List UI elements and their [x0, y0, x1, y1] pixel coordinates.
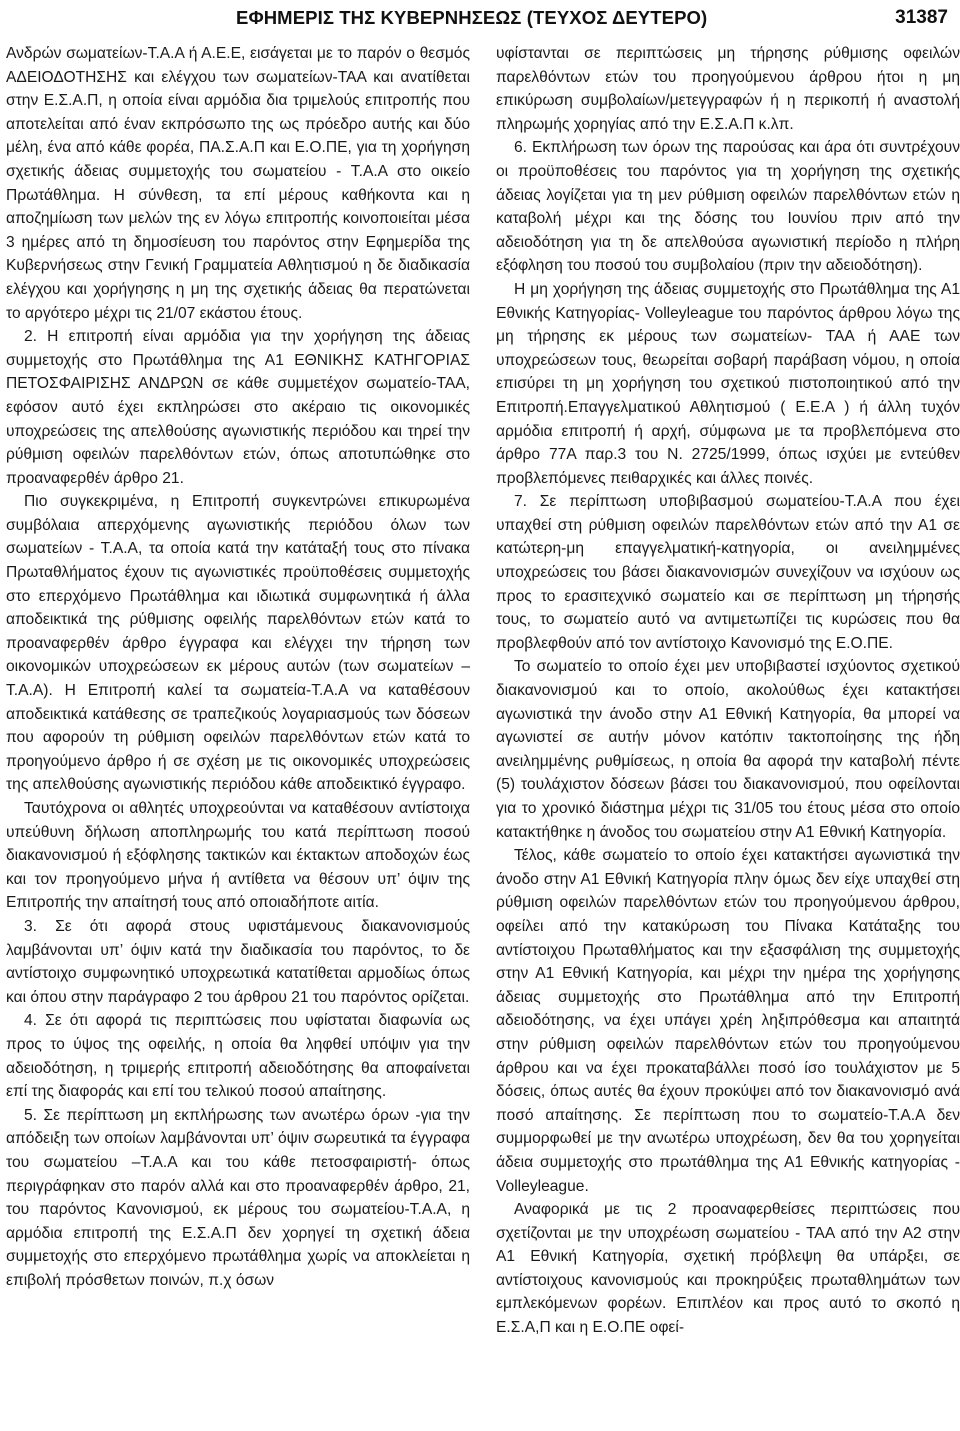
paragraph: Αναφορικά με τις 2 προαναφερθείσες περιπτώσεις που σχετίζονται με την υποχρέωση σωματείου - ΤΑΑ από την Α2 στην Α1 Εθνική Κατηγορία, σχετική πρόβλεψη θα υπάρξει, σε αντίστοιχους κανονισμούς και προκηρύξεις πρωταθλημάτων των εμπλεκόμενων φορέων. Επιπλέον και προς αυτό το σκοπό η Ε.Σ.Α,Π και η Ε.Ο.ΠΕ οφεί- — [496, 1201, 960, 1337]
page-number: 31387 — [895, 7, 948, 28]
page-header — [236, 4, 952, 32]
paragraph: Ταυτόχρονα οι αθλητές υποχρεούνται να καταθέσουν αντίστοιχα υπεύθυνη δήλωση αποπληρωμής του κατά περίπτωση ποσού διακανονισμού ή εξόφλησης τακτικών και έκτακτων αποδοχών έως και τον προηγούμενο μήνα ή αντίθετα να θέσουν υπ’ όψιν της Επιτροπής την απαίτησή τους από οποιαδήποτε αιτία. — [6, 800, 470, 912]
paragraph: 2. Η επιτροπή είναι αρμόδια για την χορήγηση της άδειας συμμετοχής στο Πρωτάθλημα της Α1 ΕΘΝΙΚΗΣ ΚΑΤΗΓΟΡΙΑΣ ΠΕΤΟΣΦΑΙΡΙΣΗΣ ΑΝΔΡΩΝ σε κάθε συμμετέχον σωματείο-ΤΑΑ, εφόσον αυτό έχει εκπληρώσει στο ακέραιο τις οικονομικές υποχρεώσεις της απελθούσης αγωνιστικής περιόδου και τηρεί την ρύθμιση οφειλών παρελθόντων ετών, όπως αποτυπώθηκε στο προαναφερθέν άρθρο 21. — [6, 328, 470, 487]
paragraph: Ανδρών σωματείων-Τ.Α.Α ή Α.Ε.Ε, εισάγεται με το παρόν ο θεσμός ΑΔΕΙΟΔΟΤΗΣΗΣ και ελέγχου των σωματείων-ΤΑΑ και ανατίθεται στην Ε.Σ.Α.Π, η οποία είναι αρμόδια δια τριμελούς επιτροπής που αποτελείται από έναν εκπρόσωπο της ως πρόεδρο αυτής και δύο μέλη, ένα από κάθε φορέα, ΠΑ.Σ.Α.Π και Ε.Ο.ΠΕ, για τη χορήγηση σχετικής άδειας συμμετοχής του σωματείου - Τ.Α.Α στο οικείο Πρωτάθλημα. Η σύνθεση, τα επί μέρους καθήκοντα και η αποζημίωση των μελών της εν λόγω επιτροπής κοινοποιείται μέσα 3 ημέρες από τη δημοσίευση του παρόντος στην Εφημερίδα της Κυβερνήσεως στην Γενική Γραμματεία Αθλητισμού η δε διαδικασία ελέγχου και χορήγησης η μη της σχετικής άδειας θα περατώνεται το αργότερο μέχρι τις 21/07 εκάστου έτους. — [6, 45, 470, 322]
gazette-title: ΕΦΗΜΕΡΙΣ ΤΗΣ ΚΥΒΕΡΝΗΣΕΩΣ (ΤΕΥΧΟΣ ΔΕΥΤΕΡΟ) — [236, 7, 708, 28]
paragraph: 5. Σε περίπτωση μη εκπλήρωσης των ανωτέρω όρων -για την απόδειξη των οποίων λαμβάνονται υπ’ όψιν σωρευτικά τα έγγραφα του σωματείου –Τ.Α.Α και του κάθε πετοσφαιριστή- όπως περιγράφηκαν στο παρόν αλλά και στο προαναφερθέν άρθρο, 21, του παρόντος Κανονισμού, εκ μέρους του σωματείου-Τ.Α.Α, η αρμόδια επιτροπή της Ε.Σ.Α.Π δεν χορηγεί τη σχετική άδεια συμμετοχής στο επερχόμενο πρωτάθλημα χωρίς να αποκλείεται η επιβολή πρόσθετων ποινών, π.χ όσων — [6, 1106, 470, 1289]
paragraph: 6. Εκπλήρωση των όρων της παρούσας και άρα ότι συντρέχουν οι προϋποθέσεις του παρόντος για τη χορήγηση της σχετικής άδειας λογίζεται για τη μεν ρύθμιση οφειλών παρελθόντων ετών η καταβολή μέχρι και της δόσης του Ιουνίου πριν από την αδειοδότηση για τη δε απελθούσα αγωνιστική περίοδο η πλήρη εξόφληση του ποσού του συμβολαίου (πριν την αδειοδότηση). — [496, 139, 960, 275]
paragraph: Τέλος, κάθε σωματείο το οποίο έχει κατακτήσει αγωνιστικά την άνοδο στην Α1 Εθνική Κατηγορία πλην όμως δεν είχε υπαχθεί στη ρύθμιση οφειλών παρελθόντων ετών του προηγούμενου άρθρου, οφείλει από την κατακύρωση του Πίνακα Κατάταξης του αντίστοιχου Πρωταθλήματος και την εξασφάλιση της συμμετοχής στην Α1 Εθνική Κατηγορία, και μέχρι την ημέρα της χορήγησης άδειας συμμετοχής στο Πρωτάθλημα από την Επιτροπή αδειοδότησης, να έχει υπάγει χρέη ληξιπρόθεσμα και απαιτητά στην ρύθμιση οφειλών παρελθόντων ετών του προηγούμενου άρθρου και να έχει προκαταβάλλει ποσό ίσο τουλάχιστον με 5 δόσεις, όπως αυτές θα έχουν προκύψει από τον διακανονισμό ανά ποσό απαίτησης. Σε περίπτωση που το σωματείο-Τ.Α.Α δεν συμμορφωθεί με την ανωτέρω υποχρέωση, δεν θα του χορηγείται άδεια συμμετοχής στο πρωτάθλημα της Α1 Εθνικής κατηγορίας - Volleyleague. — [496, 847, 960, 1195]
paragraph: υφίστανται σε περιπτώσεις μη τήρησης ρύθμισης οφειλών παρελθόντων ετών του προηγούμενου άρθρου ήτοι η μη επικύρωση συμβολαίων/μετεγγραφών ή η περικοπή ή αναστολή πληρωμής χορηγίας από την Ε.Σ.Α.Π κ.λπ. — [496, 45, 960, 133]
paragraph: Το σωματείο το οποίο έχει μεν υποβιβαστεί ισχύοντος σχετικού διακανονισμού και το οποίο, ακολούθως έχει κατακτήσει αγωνιστικά την άνοδο στην Α1 Εθνική Κατηγορία, θα μπορεί να αγωνιστεί σε αυτήν μόνον κατόπιν τακτοποίησης της ήδη ανειλημμένης ρυθμίσεως, η οποία θα αφορά την καταβολή πέντε (5) τουλάχιστον δόσεων βάσει του διακανονισμού, που οφείλονται για το χρονικό διάστημα μέχρι τις 31/05 του έτους μέσα στο οποίο κατακτήθηκε η άνοδος του σωματείου στην Α1 Εθνική Κατηγορία. — [496, 658, 960, 841]
paragraph: Η μη χορήγηση της άδειας συμμετοχής στο Πρωτάθλημα της Α1 Εθνικής Κατηγορίας- Volleyleague του παρόντος άρθρου λόγω της μη τήρησης εκ μέρους των σωματείων- ΤΑΑ ή ΑΑΕ των υποχρεώσεων τους, θεωρείται σοβαρή παράβαση νόμου, η οποία επισύρει τη μη χορήγηση του σχετικού πιστοποιητικού από την Επιτροπή.Επαγγελματικού Αθλητισμού ( Ε.Ε.Α ) ή άλλη τυχόν αρμόδια επιτροπή ή αρχή, σύμφωνα με τα προβλεπόμενα στο άρθρο 77Α παρ.3 του Ν. 2725/1999, όπως ισχύει με εντεύθεν προβλεπόμενες πειθαρχικές και άλλες ποινές. — [496, 280, 960, 487]
left-column — [6, 42, 470, 1292]
paragraph: 4. Σε ότι αφορά τις περιπτώσεις που υφίσταται διαφωνία ως προς το ύψος της οφειλής, η οποία θα ληφθεί υπόψιν για την αδειοδότηση, η τριμερής επιτροπή αδειοδότησης θα αποφαίνεται επί της διαφοράς και επί του τελικού ποσού απαίτησης. — [6, 1012, 470, 1101]
paragraph: 7. Σε περίπτωση υποβιβασμού σωματείου-Τ.Α.Α που έχει υπαχθεί στη ρύθμιση οφειλών παρελθόντων ετών από την Α1 σε κατώτερη-μη επαγγελματική-κατηγορία, οι ανειλημμένες υποχρεώσεις του βάσει διακανονισμών συνεχίζουν να ισχύουν ως προς το ερασιτεχνικό σωματείο και σε περίπτωση μη τήρησής τους, το σωματείο αυτό να αντιμετωπίζει τις κυρώσεις που θα προβλεφθούν από τον αντίστοιχο Κανονισμό της Ε.Ο.ΠΕ. — [496, 493, 960, 652]
right-column — [496, 42, 960, 1340]
paragraph: Πιο συγκεκριμένα, η Επιτροπή συγκεντρώνει επικυρωμένα συμβόλαια απερχόμενης αγωνιστικής περιόδου όλων των σωματείων - Τ.Α.Α, τα οποία κατά την κατάταξή τους στο πίνακα Πρωταθλήματος έχουν τις αγωνιστικές προϋποθέσεις συμμετοχής στο επερχόμενο Πρωτάθλημα και ιδιωτικά συμφωνητικά ή άλλα αποδεικτικά της ρύθμισης οφειλής παρελθόντων ετών κατά το προαναφερθέν άρθρο έγγραφα και ελέγχει την τήρηση των οικονομικών υποχρεώσεων εκ μέρους αυτών (των σωματείων –Τ.Α.Α). Η Επιτροπή καλεί τα σωματεία-Τ.Α.Α να καταθέσουν αποδεικτικά κατάθεσης σε τραπεζικούς λογαριασμούς των δόσεων που αφορούν τη ρύθμιση οφειλών παρελθόντων ετών κατά το προηγούμενο άρθρο ή σε σχέση με τις οικονομικές υποχρεώσεις της απελθούσης αγωνιστικής περιόδου κάθε αποδεικτικό έγγραφο. — [6, 493, 470, 794]
text-columns — [6, 42, 960, 1427]
paragraph: 3. Σε ότι αφορά στους υφιστάμενους διακανονισμούς λαμβάνονται υπ’ όψιν κατά την διαδικασία του παρόντος, το δε αντίστοιχο συμφωνητικό υποχρεωτικά κατατίθεται αρμοδίως όπως και όπου στην παράγραφο 2 του άρθρου 21 του παρόντος ορίζεται. — [6, 917, 470, 1006]
